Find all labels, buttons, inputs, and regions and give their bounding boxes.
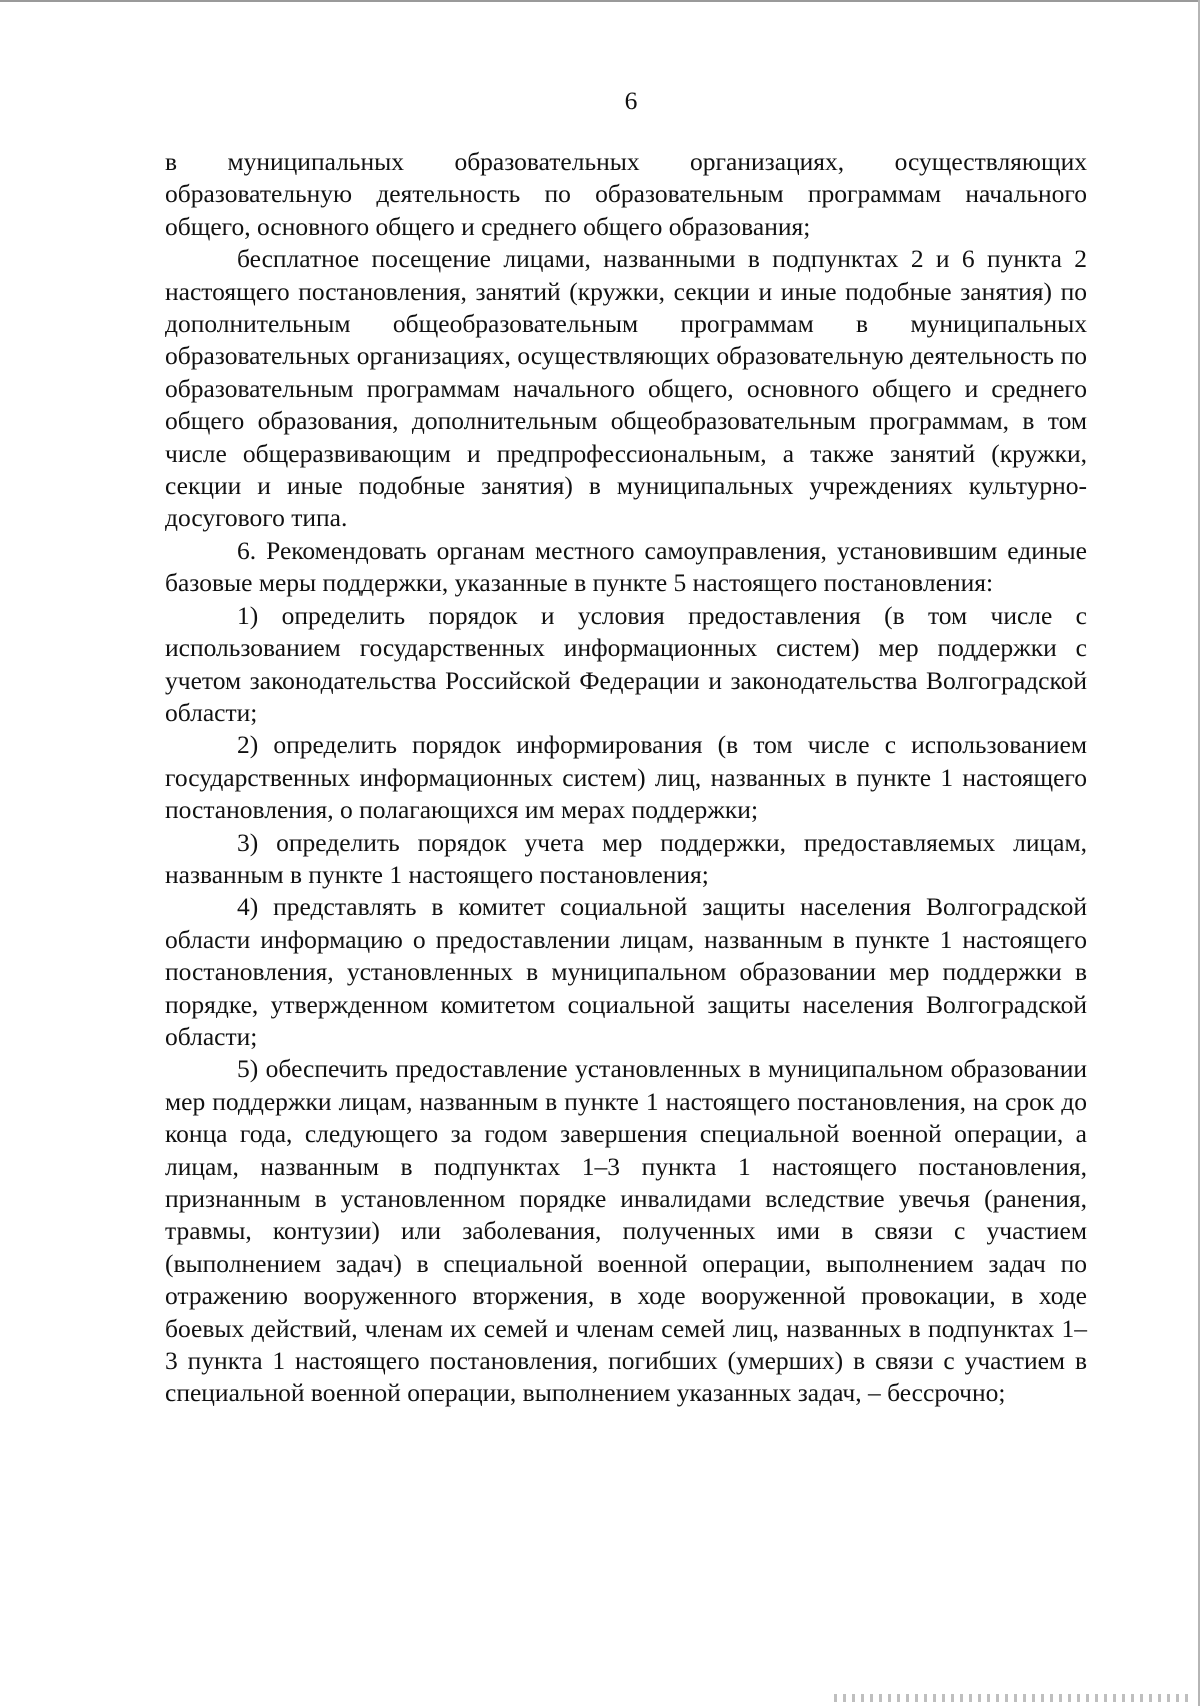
paragraph-item-6: 6. Рекомендовать органам местного самоуправления, установившим единые базовые меры поддержки, указанные в пункте 5 настоящего постановления: bbox=[165, 535, 1087, 598]
scan-artifact bbox=[834, 1694, 1194, 1702]
paragraph-continuation: в муниципальных образовательных организациях, осуществляющих образовательную деятельность по образовательным программам начального общего, основного общего и среднего общего образования; bbox=[165, 147, 1087, 241]
paragraph-subitem-4: 4) представлять в комитет социальной защиты населения Волгоградской области информацию о предоставлении лицам, названным в пункте 1 настоящего постановления, установленных в муниципальном образовании мер поддержки в порядке, утвержденном комитетом социальной защиты населения Волгоградской области; bbox=[165, 892, 1087, 1051]
paragraph-free-attendance: бесплатное посещение лицами, названными в подпунктах 2 и 6 пункта 2 настоящего постановления, занятий (кружки, секции и иные подобные занятия) по дополнительным общеобразовательным программам в муниципальных образовательных организациях, осуществляющих образовательную деятельность по образовательным программам начального общего, основного общего и среднего общего образования, дополнительным общеобразовательным программам, в том числе общеразвивающим и предпрофессиональным, а также занятий (кружки, секции и иные подобные занятия) в муниципальных учреждениях культурно-досугового типа. bbox=[165, 244, 1087, 533]
document-body bbox=[165, 146, 1087, 1410]
scan-edge-top bbox=[0, 0, 1200, 2]
paragraph-subitem-2: 2) определить порядок информирования (в том числе с использованием государственных информационных систем) лиц, названных в пункте 1 настоящего постановления, о полагающихся им мерах поддержки; bbox=[165, 730, 1087, 825]
paragraph-subitem-5: 5) обеспечить предоставление установленных в муниципальном образовании мер поддержки лицам, названным в пункте 1 настоящего постановления, на срок до конца года, следующего за годом завершения специальной военной операции, а лицам, названным в подпунктах 1–3 пункта 1 настоящего постановления, признанным в установленном порядке инвалидами вследствие увечья (ранения, травмы, контузии) или заболевания, полученных ими в связи с участием (выполнением задач) в специальной военной операции, выполнением задач по отражению вооруженного вторжения, в ходе вооруженной провокации, в ходе боевых действий, членам их семей и членам семей лиц, названных в подпунктах 1–3 пункта 1 настоящего постановления, погибших (умерших) в связи с участием в специальной военной операции, выполнением указанных задач, – бессрочно; bbox=[165, 1054, 1087, 1408]
paragraph-subitem-3: 3) определить порядок учета мер поддержки, предоставляемых лицам, названным в пункте 1 настоящего постановления; bbox=[165, 827, 1087, 889]
page-number: 6 bbox=[624, 86, 638, 115]
paragraph-subitem-1: 1) определить порядок и условия предоставления (в том числе с использованием государственных информационных систем) мер поддержки с учетом законодательства Российской Федерации и законодательства Волгоградской области; bbox=[165, 600, 1087, 727]
